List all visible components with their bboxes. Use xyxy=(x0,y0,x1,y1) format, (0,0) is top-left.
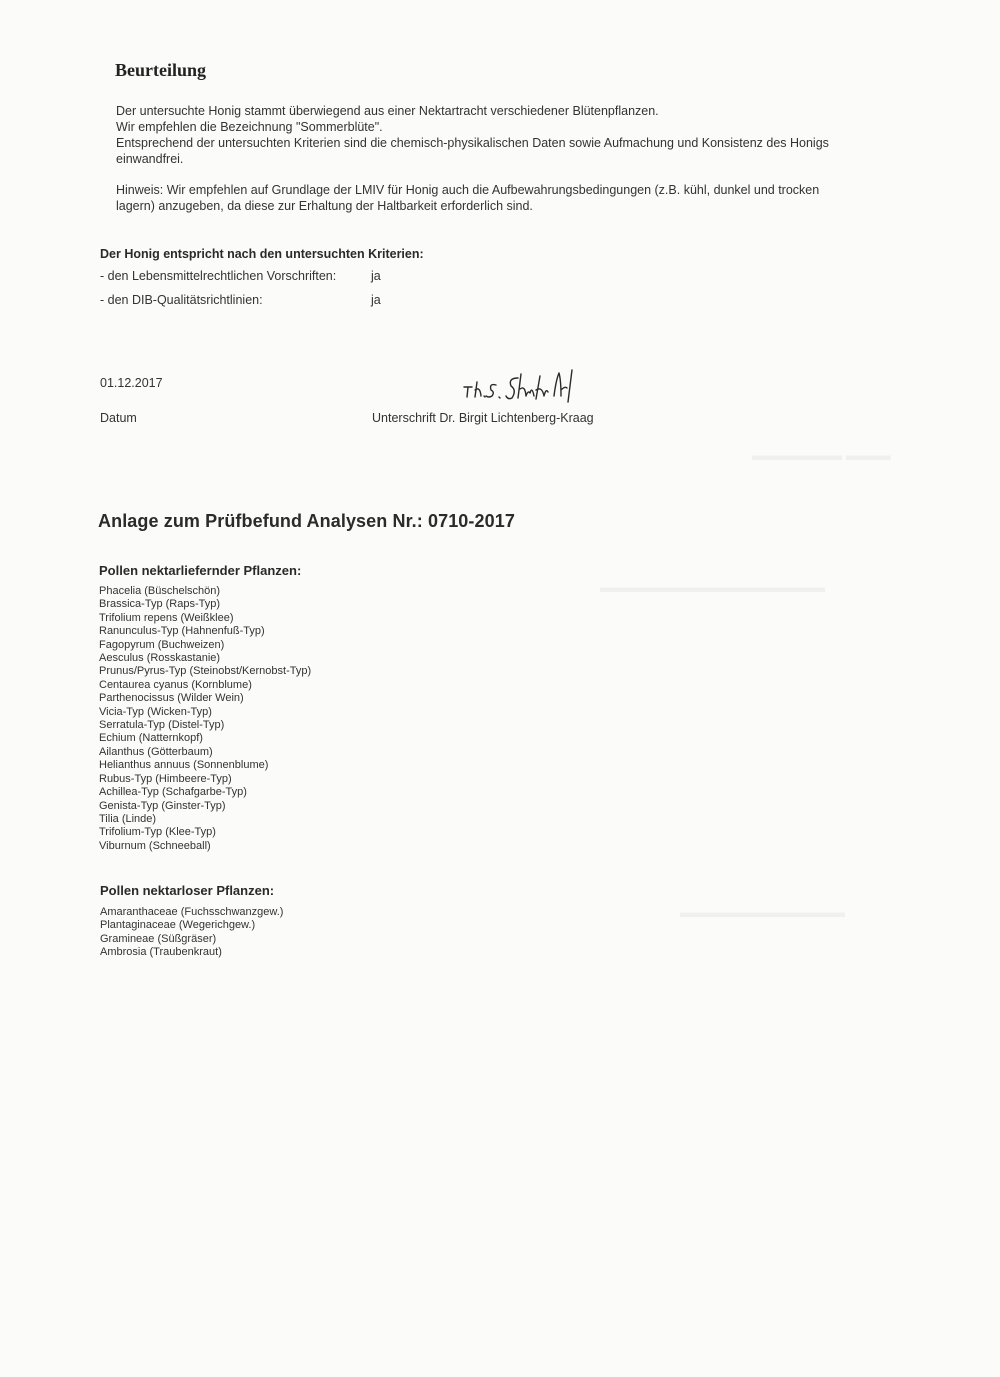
list-item: Plantaginaceae (Wegerichgew.) xyxy=(100,919,256,932)
list-item: Achillea-Typ (Schafgarbe-Typ) xyxy=(99,786,247,799)
list-item: Genista-Typ (Ginster-Typ) xyxy=(99,799,226,812)
criteria-title: Der Honig entspricht nach den untersuchten Kriterien: xyxy=(100,247,424,261)
date-value: 01.12.2017 xyxy=(100,376,163,390)
list-item: Helianthus annuus (Sonnenblume) xyxy=(99,759,269,772)
list-item: Parthenocissus (Wilder Wein) xyxy=(99,692,244,705)
list-item: Vicia-Typ (Wicken-Typ) xyxy=(99,705,212,718)
list-item: Brassica-Typ (Raps-Typ) xyxy=(99,598,221,611)
assessment-line-3: Entsprechend der untersuchten Kriterien sind die chemisch-physikalischen Daten sowie Aufmachung und Konsistenz des Honigs xyxy=(116,136,829,150)
list-item: Fagopyrum (Buchweizen) xyxy=(99,638,225,651)
list-item: Ambrosia (Traubenkraut) xyxy=(100,946,222,959)
nonnectar-pollen-title: Pollen nektarloser Pflanzen: xyxy=(100,883,275,898)
list-item: Centaurea cyanus (Kornblume) xyxy=(99,678,252,691)
nectar-pollen-title: Pollen nektarliefernder Pflanzen: xyxy=(99,563,302,578)
date-label: Datum xyxy=(100,411,137,425)
criteria-value-food-law: ja xyxy=(371,269,381,283)
bleed-through xyxy=(600,580,825,597)
list-item: Trifolium repens (Weißklee) xyxy=(99,611,234,624)
bleed-through xyxy=(680,905,845,922)
list-item: Rubus-Typ (Himbeere-Typ) xyxy=(99,772,232,785)
list-item: Ailanthus (Götterbaum) xyxy=(99,745,213,758)
list-item: Aesculus (Rosskastanie) xyxy=(99,652,221,665)
handwritten-signature xyxy=(462,368,592,408)
nectar-pollen-list xyxy=(99,585,311,853)
list-item: Viburnum (Schneeball) xyxy=(99,839,211,852)
assessment-heading: Beurteilung xyxy=(115,60,207,80)
list-item: Amaranthaceae (Fuchsschwanzgew.) xyxy=(100,906,284,918)
criteria-label-food-law: - den Lebensmittelrechtlichen Vorschriften: xyxy=(100,269,337,283)
criteria-label-dib: - den DIB-Qualitätsrichtlinien: xyxy=(100,293,263,307)
criteria-value-dib: ja xyxy=(371,293,381,307)
nonnectar-pollen-list xyxy=(100,906,283,960)
list-item: Gramineae (Süßgräser) xyxy=(100,932,217,945)
list-item: Ranunculus-Typ (Hahnenfuß-Typ) xyxy=(99,625,265,638)
list-item: Prunus/Pyrus-Typ (Steinobst/Kernobst-Typ) xyxy=(99,665,312,678)
bleed-through xyxy=(752,448,891,465)
assessment-line-4: einwandfrei. xyxy=(116,152,184,166)
list-item: Tilia (Linde) xyxy=(99,812,157,825)
signature-label: Unterschrift Dr. Birgit Lichtenberg-Kraag xyxy=(372,411,594,425)
assessment-line-2: Wir empfehlen die Bezeichnung "Sommerblüte". xyxy=(116,120,383,134)
list-item: Trifolium-Typ (Klee-Typ) xyxy=(99,826,216,839)
assessment-line-1: Der untersuchte Honig stammt überwiegend aus einer Nektartracht verschiedener Blütenpflanzen. xyxy=(116,104,659,118)
list-item: Serratula-Typ (Distel-Typ) xyxy=(99,719,225,732)
annex-title: Anlage zum Prüfbefund Analysen Nr.: 0710-2017 xyxy=(98,511,515,531)
note-line-2: lagern) anzugeben, da diese zur Erhaltung der Haltbarkeit erforderlich sind. xyxy=(116,199,533,213)
list-item: Echium (Natternkopf) xyxy=(99,732,203,745)
list-item: Phacelia (Büschelschön) xyxy=(99,585,221,597)
note-line-1: Hinweis: Wir empfehlen auf Grundlage der LMIV für Honig auch die Aufbewahrungsbedingungen (z.B. kühl, dunkel und trocken xyxy=(116,183,820,197)
